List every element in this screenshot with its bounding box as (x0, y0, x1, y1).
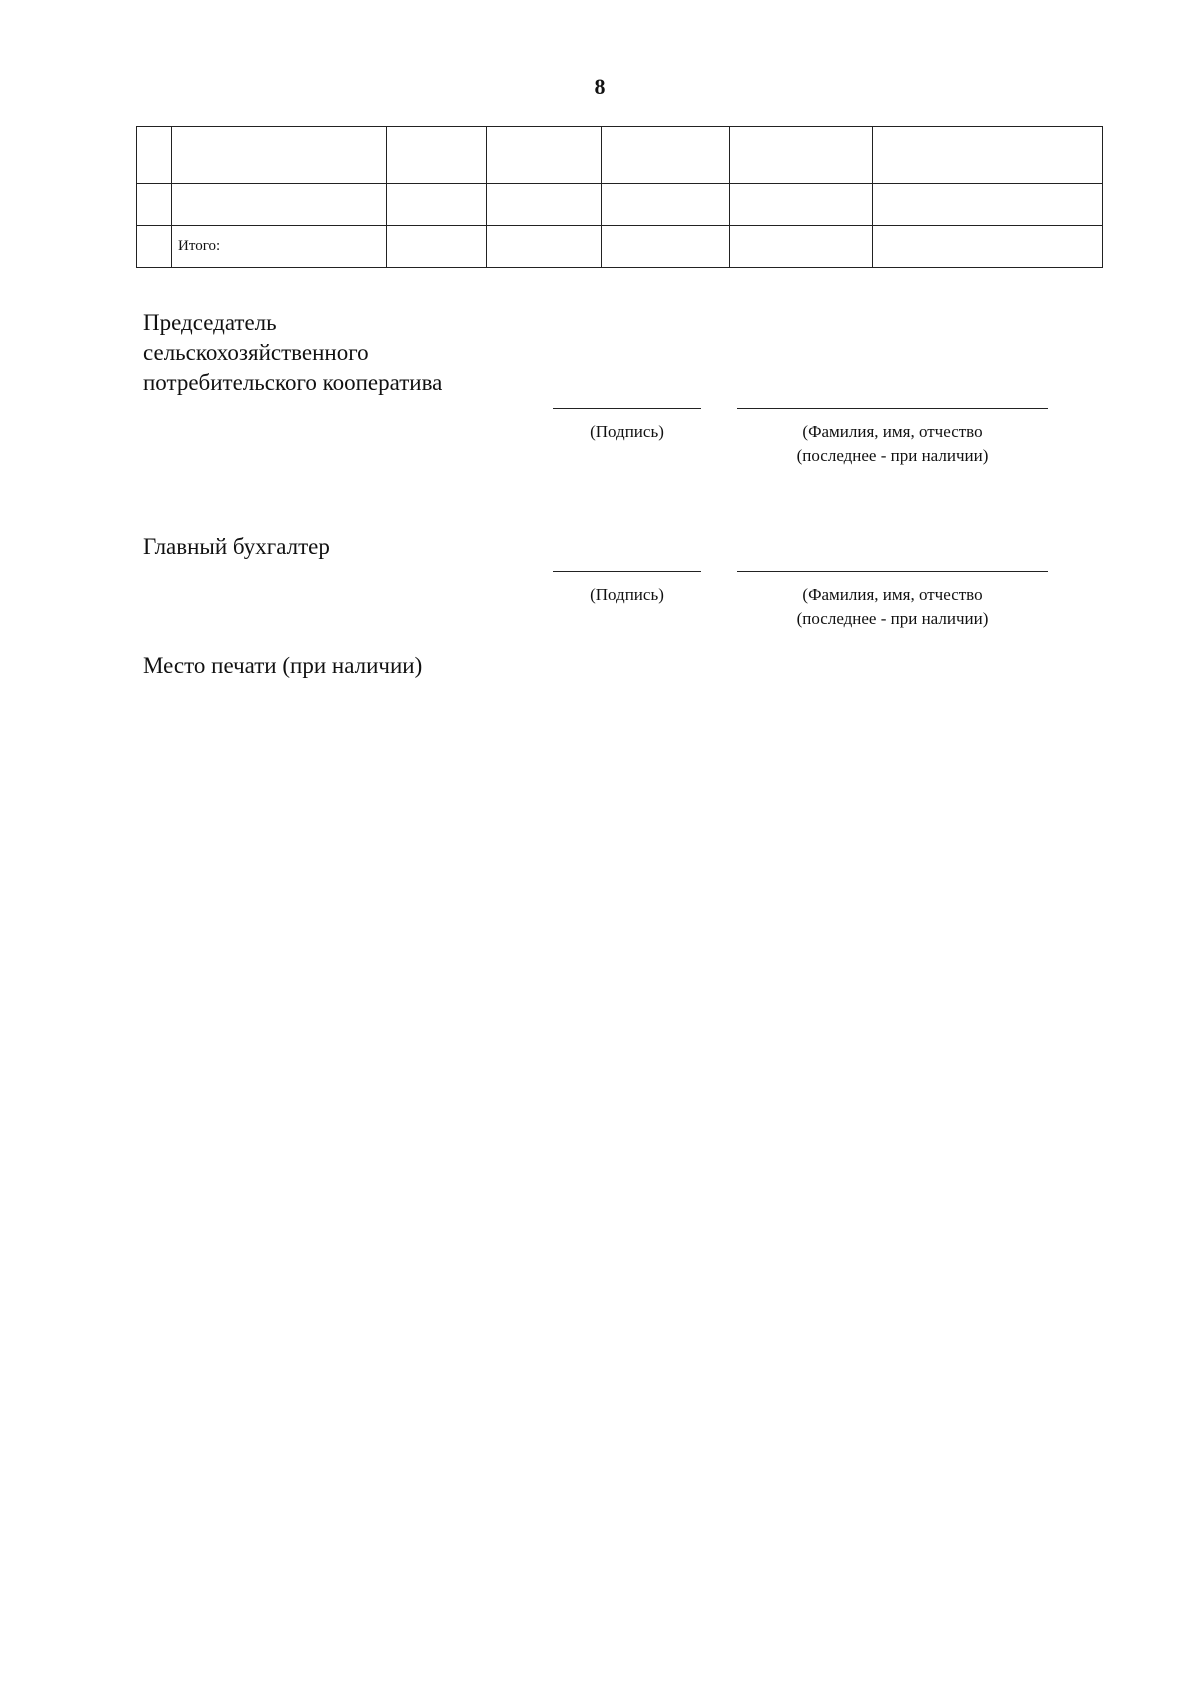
chairman-signature-caption: (Подпись) (590, 422, 664, 441)
chairman-title-line2: сельскохозяйственного (143, 340, 369, 365)
chairman-signature-line (553, 408, 701, 409)
table-cell (387, 226, 487, 268)
accountant-signature-line (553, 571, 701, 572)
table-cell (602, 184, 730, 226)
total-label: Итого: (172, 226, 387, 268)
chairman-name-caption-line1: (Фамилия, имя, отчество (802, 422, 983, 441)
table-cell (137, 226, 172, 268)
chairman-title-line3: потребительского кооператива (143, 370, 443, 395)
table-cell (487, 127, 602, 184)
table-cell (873, 127, 1103, 184)
table-row (137, 127, 1103, 184)
chairman-name-caption-line2: (последнее - при наличии) (796, 446, 989, 465)
table-cell (172, 184, 387, 226)
table-cell (387, 127, 487, 184)
table-cell (137, 184, 172, 226)
table-row (137, 184, 1103, 226)
accountant-name-line (737, 571, 1048, 572)
stamp-place-label: Место печати (при наличии) (143, 653, 423, 678)
table-cell (873, 184, 1103, 226)
accountant-name-caption-line1: (Фамилия, имя, отчество (802, 585, 983, 604)
accountant-signature-caption: (Подпись) (590, 585, 664, 604)
page-number: 8 (594, 74, 606, 99)
table-cell (730, 127, 873, 184)
table-cell (602, 127, 730, 184)
table-cell (387, 184, 487, 226)
table-cell (137, 127, 172, 184)
table-cell (873, 226, 1103, 268)
accountant-name-caption-line2: (последнее - при наличии) (796, 609, 989, 628)
table-cell (487, 184, 602, 226)
chairman-name-line (737, 408, 1048, 409)
table-total-row (137, 226, 1103, 268)
table-cell (730, 184, 873, 226)
table-cell (172, 127, 387, 184)
table-cell (730, 226, 873, 268)
accountant-title: Главный бухгалтер (143, 534, 330, 559)
table-cell (602, 226, 730, 268)
chairman-title-line1: Председатель (143, 310, 277, 335)
data-table (136, 126, 1103, 268)
table-cell (487, 226, 602, 268)
